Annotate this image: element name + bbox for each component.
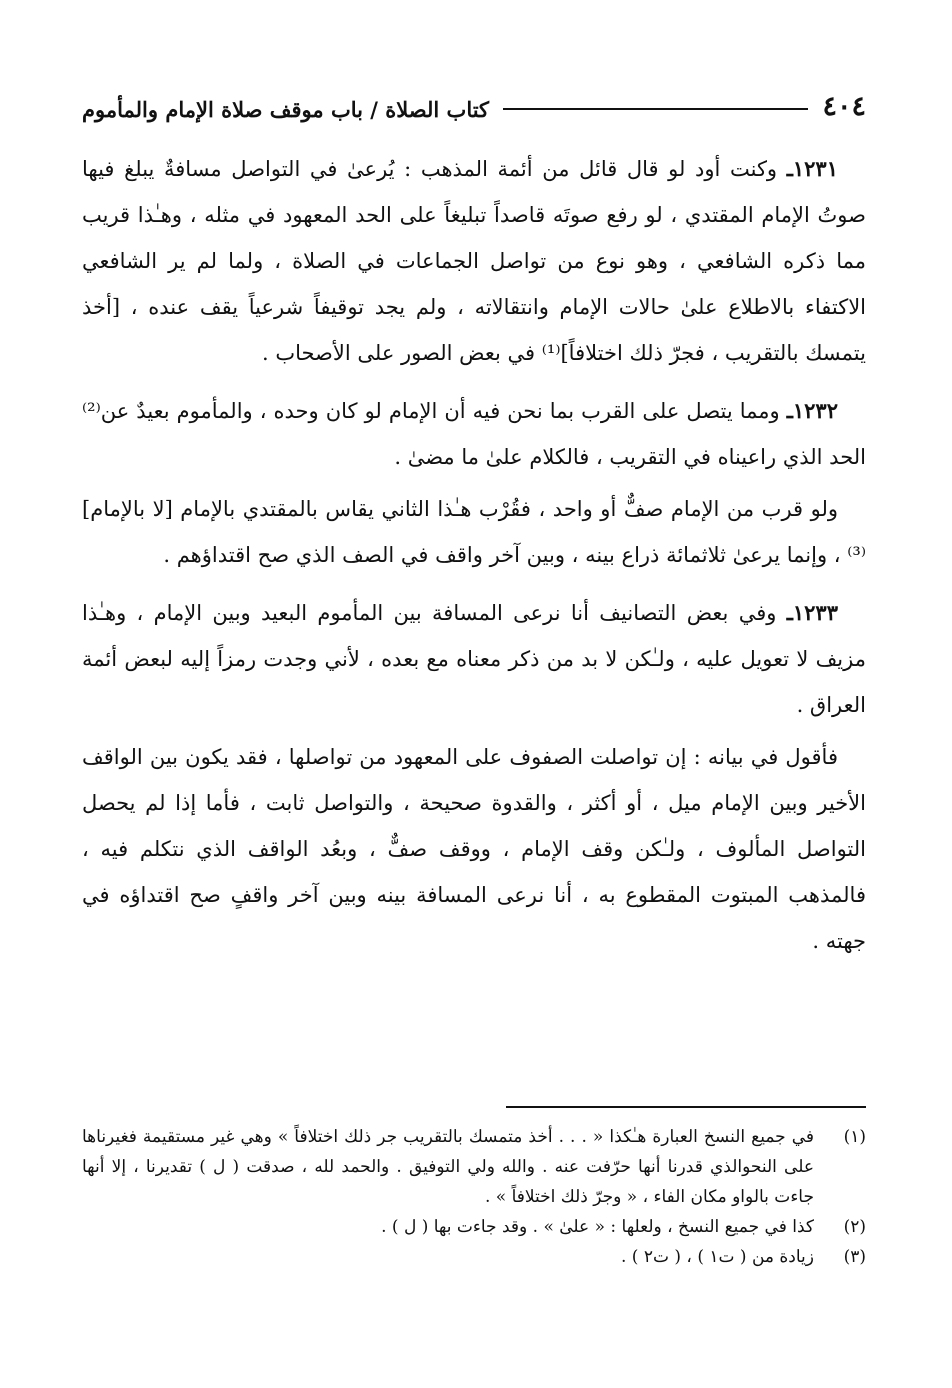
- paragraph-text: وفي بعض التصانيف أنا نرعى المسافة بين المأموم البعيد وبين الإمام ، وهـٰذا مزيف لا تعويل عليه ، ولـٰكن لا بد من ذكر معناه مع بعده ، لأني وجدت رمزاً إليه لبعض أئمة العراق .: [82, 601, 866, 717]
- paragraph-1231: [82, 146, 866, 376]
- footnote-text: زيادة من ( ت١ ) ، ( ت٢ ) .: [621, 1247, 814, 1267]
- footnote-1: [82, 1122, 866, 1212]
- footnote-2: [82, 1212, 866, 1242]
- paragraph-1232-cont: [82, 486, 866, 578]
- paragraph-text: وكنت أود لو قال قائل من أئمة المذهب : يُرعىٰ في التواصل مسافةٌ يبلغ فيها صوتُ الإمام المقتدي ، لو رفع صوتَه قاصداً تبليغاً على الحد المعهود في مثله ، وهـٰذا قريب مما ذكره الشافعي ، وهو نوع من تواصل الجماعات في الصلاة ، ولما لم ير الشافعي الاكتفاء بالاطلاع علىٰ حالات الإمام وانتقالاته ، ولم يجد توقيفاً شرعياً يقف عنده ، [أخذ يتمسك بالتقريب ، فجرّ ذلك اختلافاً]⁽¹⁾ في بعض الصور على الأصحاب .: [82, 157, 866, 365]
- running-header: [82, 84, 866, 122]
- footnote-number: (٢): [843, 1217, 866, 1237]
- footnote-number: (٣): [843, 1247, 866, 1267]
- footnotes: [82, 1122, 866, 1272]
- footnote-3: [82, 1242, 866, 1272]
- paragraph-1233: [82, 590, 866, 728]
- main-text: [82, 146, 866, 964]
- page-number: ٤٠٤: [822, 91, 866, 122]
- paragraph-text: ومما يتصل على القرب بما نحن فيه أن الإمام لو كان وحده ، والمأموم بعيدٌ عن⁽²⁾ الحد الذي راعيناه في التقريب ، فالكلام علىٰ ما مضىٰ .: [82, 399, 866, 469]
- footnote-number: (١): [843, 1127, 866, 1147]
- paragraph-1233-cont: [82, 734, 866, 964]
- footnote-separator: [506, 1106, 866, 1108]
- paragraph-number: ١٢٣١ـ: [786, 156, 838, 181]
- paragraph-1232: [82, 388, 866, 480]
- footnote-text: كذا في جميع النسخ ، ولعلها : « علىٰ » . وقد جاءت بها ( ل ) .: [381, 1217, 814, 1237]
- footnote-text: في جميع النسخ العبارة هـٰكذا « . . . أخذ متمسك بالتقريب جر ذلك اختلافاً » وهي غير مستقيمة فغيرناها على النحوالذي قدرنا أنها حرّفت عنه . والله ولي التوفيق . والحمد لله ، صدقت ( ل ) تقديرنا ، إلا أنها جاءت بالواو مكان الفاء ، « وجرّ ذلك اختلافاً » .: [82, 1127, 814, 1207]
- paragraph-number: ١٢٣٢ـ: [786, 398, 838, 423]
- header-rule: [503, 108, 808, 110]
- running-title: كتاب الصلاة / باب موقف صلاة الإمام والمأموم: [82, 97, 490, 122]
- paragraph-text: ولو قرب من الإمام صفٌّ أو واحد ، فقُرْب هـٰذا الثاني يقاس بالمقتدي بالإمام [لا بالإمام]⁽³⁾ ، وإنما يرعىٰ ثلاثمائة ذراع بينه ، وبين آخر واقف في الصف الذي صح اقتداؤهم .: [82, 497, 866, 567]
- paragraph-text: فأقول في بيانه : إن تواصلت الصفوف على المعهود من تواصلها ، فقد يكون بين الواقف الأخير وبين الإمام ميل ، أو أكثر ، والقدوة صحيحة ، والتواصل ثابت ، فأما إذا لم يحصل التواصل المألوف ، ولـٰكن وقف الإمام ، ووقف صفٌّ ، وبعُد الواقف الذي نتكلم فيه ، فالمذهب المبتوت المقطوع به ، أنا نرعى المسافة بينه وبين آخر واقفٍ صح اقتداؤه في جهته .: [82, 745, 866, 953]
- paragraph-number: ١٢٣٣ـ: [786, 600, 838, 625]
